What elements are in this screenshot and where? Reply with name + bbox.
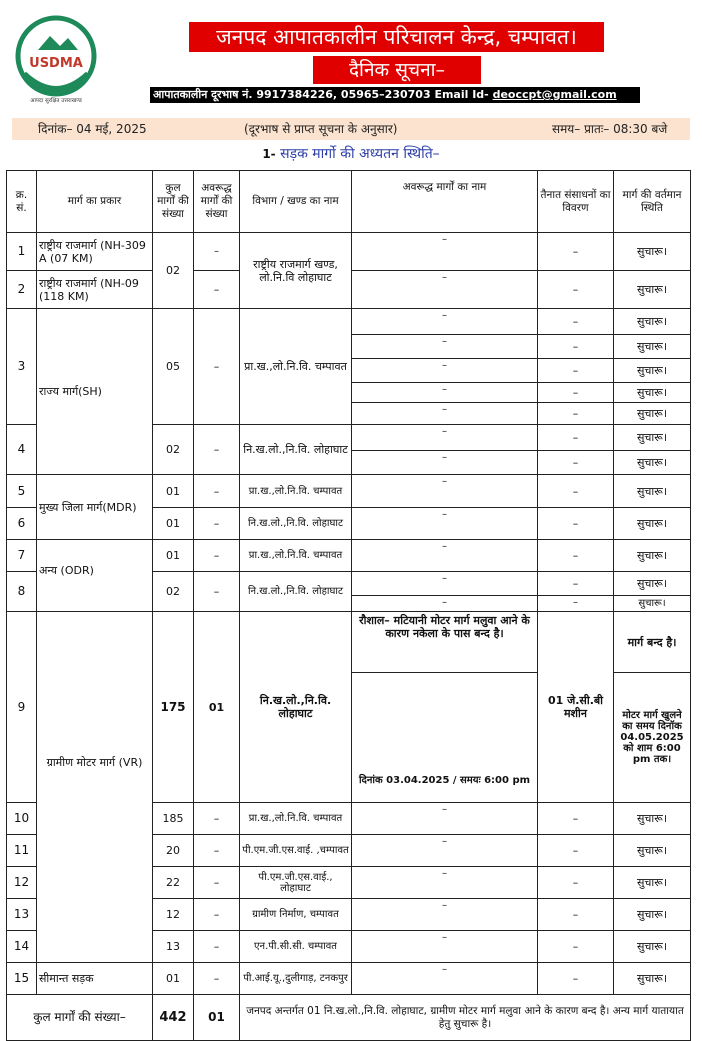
table-row: 4 02 – नि.ख.लो.,नि.वि. लोहाघाट – – सुचारू।: [7, 425, 691, 451]
table-row: 2 राष्ट्रीय राजमार्ग (NH-09 (118 KM) – – – सुचारू।: [7, 271, 691, 309]
col-header-blocked: अवरूद्ध मार्गों की संख्या: [194, 171, 240, 233]
date-label: दिनांक– 04 मई, 2025: [38, 122, 147, 136]
page-subtitle: दैनिक सूचना–: [313, 56, 481, 84]
contact-line: आपातकालीन दूरभाष नं. 9917384226, 05965–230703 Email Id- deoccpt@gmail.com: [150, 87, 640, 103]
source-label: (दूरभाष से प्राप्त सूचना के अनुसार): [244, 122, 398, 136]
table-row: – – सुचारू।: [7, 451, 691, 475]
svg-text:USDMA: USDMA: [29, 56, 83, 71]
col-header-sno: क्र. सं.: [7, 171, 37, 233]
usdma-logo: [10, 14, 102, 106]
table-row: 6 01 – नि.ख.लो.,नि.वि. लोहाघाट – – सुचारू।: [7, 508, 691, 540]
table-row: 8 02 – नि.ख.लो.,नि.वि. लोहाघाट – – सुचारू।: [7, 572, 691, 596]
table-row: 15 सीमान्त सड़क 01 – पी.आई.यू.,दुलीगाड़, टनकपुर – – सुचारू।: [7, 963, 691, 995]
info-bar: [12, 118, 690, 140]
svg-text:आपदा सुरक्षित उत्तराखण्ड: आपदा सुरक्षित उत्तराखण्ड: [30, 98, 82, 104]
col-header-type: मार्ग का प्रकार: [37, 171, 153, 233]
table-total-row: कुल मार्गों की संख्या– 442 01 जनपद अन्तर्गत 01 नि.ख.लो.,नि.वि. लोहाघाट, ग्रामीण मोटर मार्ग मलुवा आने के कारण बन्द है। अन्य मार्ग यातायात हेतु सुचारू है।: [7, 995, 691, 1041]
time-label: समय– प्रातः– 08:30 बजे: [552, 122, 668, 136]
table-row: – – सुचारू।: [7, 359, 691, 383]
col-header-status: मार्ग की वर्तमान स्थिति: [614, 171, 691, 233]
table-row: 7 अन्य (ODR) 01 – प्रा.ख.,लो.नि.वि. चम्पावत – – सुचारू।: [7, 540, 691, 572]
table-row: 1 राष्ट्रीय राजमार्ग (NH-309 A (07 KM) 02 – राष्ट्रीय राजमार्ग खण्ड, लो.नि.वि लोहाघाट – – सुचारू।: [7, 233, 691, 271]
col-header-blocked-names: अवरूद्ध मार्गों का नाम: [352, 171, 538, 233]
table-row: 12 22 – पी.एम.जी.एस.वाई., लोहाघाट – – सुचारू।: [7, 867, 691, 899]
table-row: 3 राज्य मार्ग(SH) 05 – प्रा.ख.,लो.नि.वि. चम्पावत – – सुचारू।: [7, 309, 691, 335]
col-header-total: कुल मार्गों की संख्या: [153, 171, 194, 233]
table-row: – – सुचारू।: [7, 335, 691, 359]
table-row: 14 13 – एन.पी.सी.सी. चम्पावत – – सुचारू।: [7, 931, 691, 963]
table-row: – – सुचारू।: [7, 383, 691, 403]
page-title: जनपद आपातकालीन परिचालन केन्द्र, चम्पावत।: [189, 22, 604, 52]
table-row: 11 20 – पी.एम.जी.एस.वाई. ,चम्पावत – – सुचारू।: [7, 835, 691, 867]
section-heading: 1- सड़क मार्गो की अध्यतन स्थिति–: [262, 146, 440, 162]
table-row: 5 मुख्य जिला मार्ग(MDR) 01 – प्रा.ख.,लो.नि.वि. चम्पावत – – सुचारू।: [7, 475, 691, 508]
table-row-blocked: 9 ग्रामीण मोटर मार्ग (VR) 175 01 नि.ख.लो.,नि.वि. लोहाघाट रौशाल– मटियानी मोटर मार्ग मलुवा आने के कारण नकेला के पास बन्द है। 01 जे.सी.बी मशीन मार्ग बन्द है।: [7, 612, 691, 673]
table-row: 10 185 – प्रा.ख.,लो.नि.वि. चम्पावत – – सुचारू।: [7, 803, 691, 835]
col-header-dept: विभाग / खण्ड का नाम: [240, 171, 352, 233]
table-row-blocked-detail: दिनांक 03.04.2025 / समयः 6:00 pm मोटर मार्ग खुलने का समय दिनॉक 04.05.2025 को शाम 6:00 pm तक।: [7, 673, 691, 803]
table-row: – – सुचारू।: [7, 596, 691, 612]
road-status-table: [6, 170, 691, 1041]
col-header-resources: तैनात संसाधनों का विवरण: [538, 171, 614, 233]
email-link[interactable]: deoccpt@gmail.com: [492, 88, 617, 101]
table-row: 13 12 – ग्रामीण निर्माण, चम्पावत – – सुचारू।: [7, 899, 691, 931]
table-row: – – सुचारू।: [7, 403, 691, 425]
table-header-row: [7, 171, 691, 233]
